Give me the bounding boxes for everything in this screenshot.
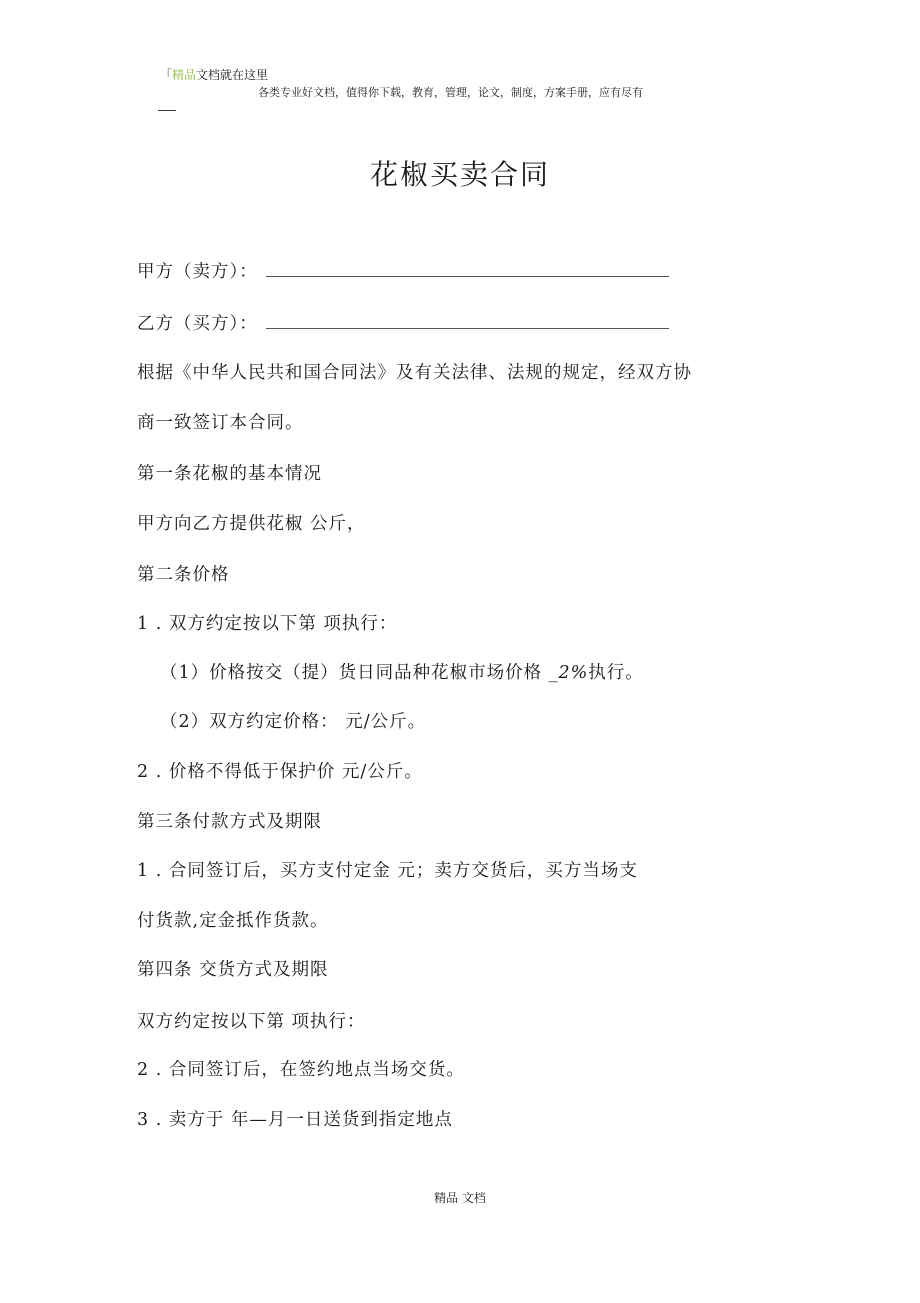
article-3-title: 第三条付款方式及期限 [137,812,322,832]
seller-line [137,260,669,284]
article-2-sub-1-prefix: （1）价格按交（提）货日同品种花椒市场价格 _ [160,663,559,683]
header-tagline: 各类专业好文档，值得你下载，教育，管理，论文，制度，方案手册，应有尽有 [258,86,643,99]
article-4-title: 第四条 交货方式及期限 [137,960,329,980]
header-brand-rest: 文档就在这里 [196,68,269,82]
buyer-line [137,312,669,336]
article-1-title: 第一条花椒的基本情况 [137,464,322,484]
article-4-line: 双方约定按以下第 项执行： [137,1012,366,1032]
page-footer: 精品 文档 [434,1191,486,1205]
document-title: 花椒买卖合同 [369,158,550,191]
header-bracket: 「 [160,68,173,82]
seller-label: 甲方（卖方）： [137,262,258,282]
header-brand [160,68,268,82]
article-4-item-2: 2 . 合同签订后，在签约地点当场交货。 [137,1060,465,1080]
buyer-label: 乙方（买方）： [137,314,258,334]
header-brand-highlight: 精品 [172,68,197,82]
article-2-sub-1-percent: 2% [558,663,589,683]
article-2-item-2: 2 . 价格不得低于保护价 元/公斤。 [137,762,423,782]
intro-line-1: 根据《中华人民共和国合同法》及有关法律、法规的规定，经双方协 [137,363,692,383]
article-3-item-1-a: 1 . 合同签订后，买方支付定金 元；卖方交货后，买方当场支 [137,861,638,881]
buyer-blank-field [266,314,669,329]
article-2-sub-1-suffix: 执行。 [588,663,644,683]
article-2-item-1: 1 . 双方约定按以下第 项执行： [137,614,398,634]
article-2-sub-2: （2）双方约定价格： 元/公斤。 [160,712,427,732]
article-1-line: 甲方向乙方提供花椒 公斤， [137,514,366,534]
header-dash [158,110,176,111]
seller-blank-field [266,262,669,277]
article-4-item-3: 3 . 卖方于 年—月一日送货到指定地点 [137,1110,453,1130]
article-2-title: 第二条价格 [137,565,230,585]
article-3-item-1-b: 付货款,定金抵作货款。 [137,911,329,931]
article-2-sub-1 [160,661,644,685]
intro-line-2: 商一致签订本合同。 [137,413,304,433]
